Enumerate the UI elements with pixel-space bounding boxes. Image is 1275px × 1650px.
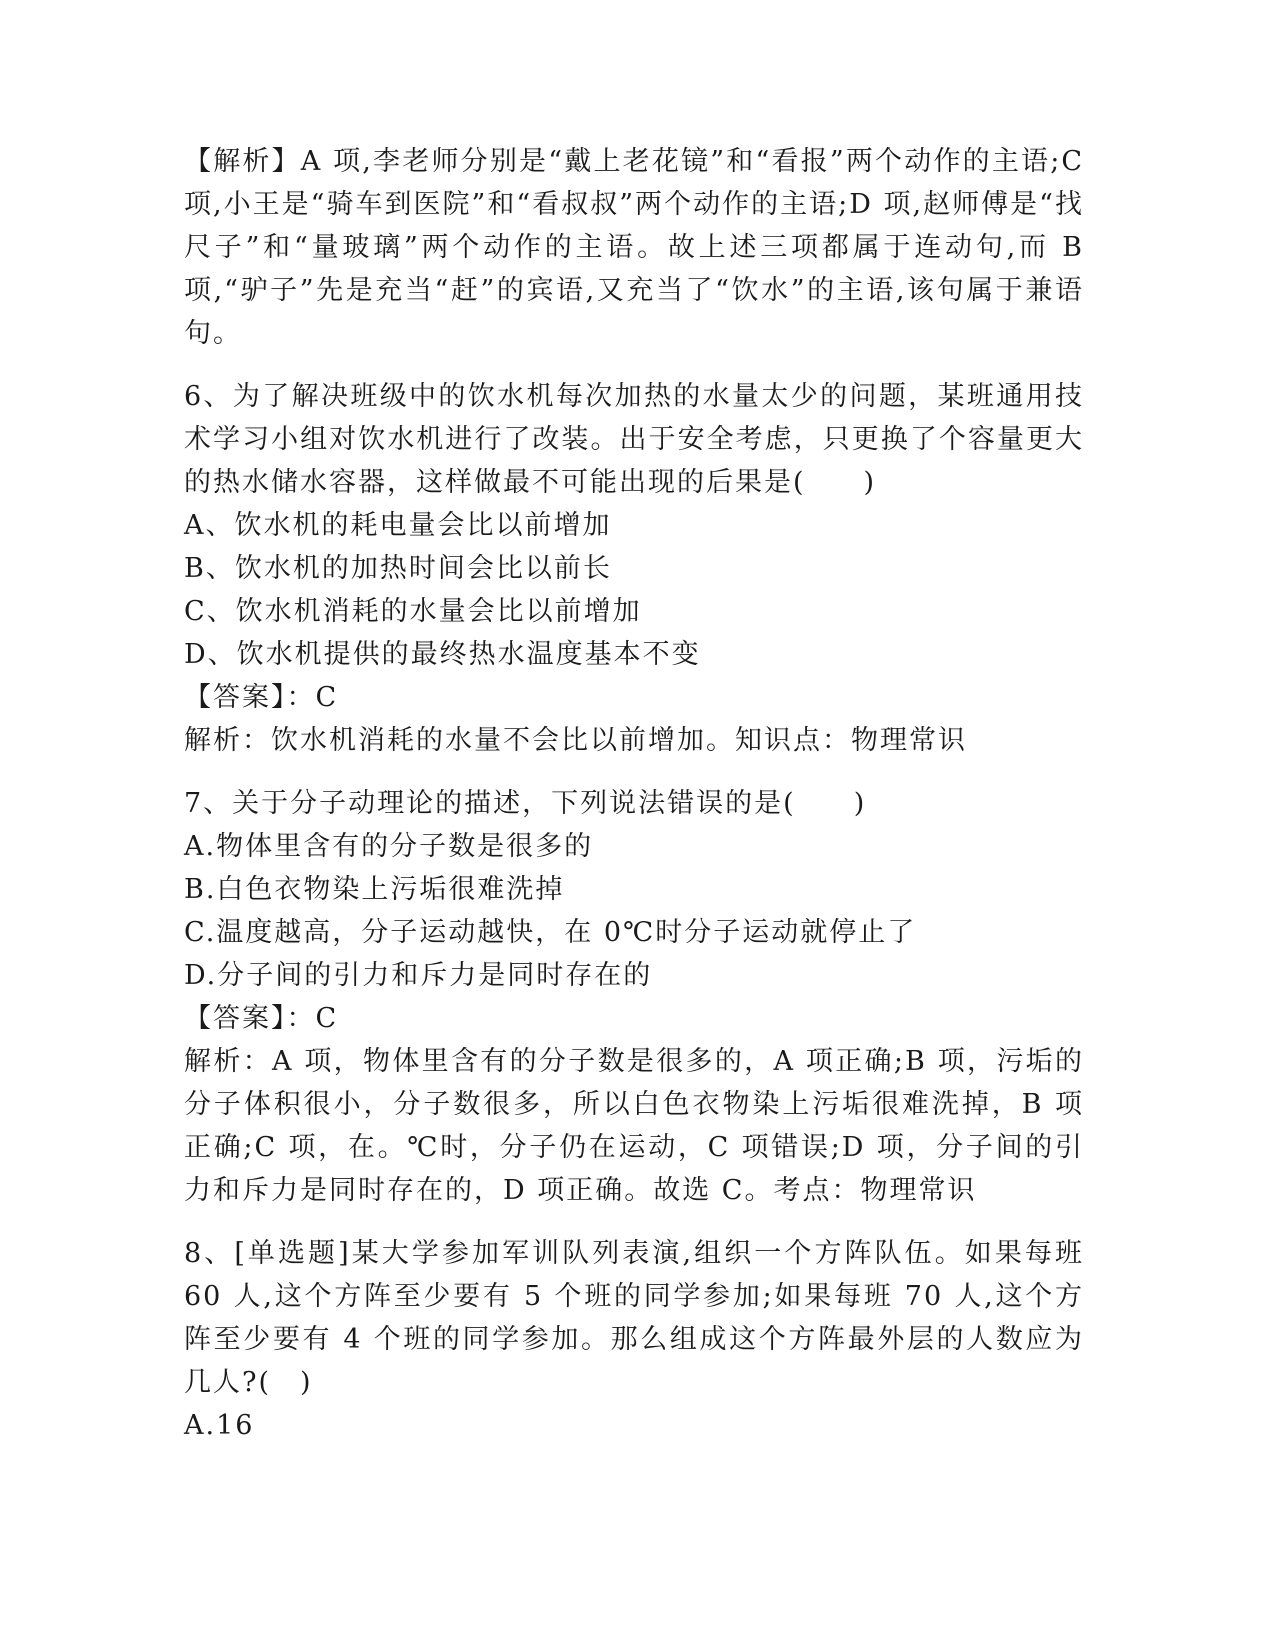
- question-6-option-c: C、饮水机消耗的水量会比以前增加: [184, 596, 642, 627]
- question-6-option-d: D、饮水机提供的最终热水温度基本不变: [184, 639, 701, 670]
- question-8-stem: 8、[单选题]某大学参加军训队列表演,组织一个方阵队伍。如果每班60 人,这个方阵至少要有 5 个班的同学参加;如果每班 70 人,这个方阵至少要有 4 个班的同学参加。那么组成这个方阵最外层的人数应为几人?( ): [184, 1238, 1084, 1398]
- question-6-stem: 6、为了解决班级中的饮水机每次加热的水量太少的问题，某班通用技术学习小组对饮水机进行了改装。出于安全考虑，只更换了个容量更大的热水储水容器，这样做最不可能出现的后果是( ): [184, 381, 1084, 498]
- question-6-answer: 【答案】：C: [184, 682, 339, 713]
- document-page: [184, 140, 1084, 1447]
- question-7-stem: 7、关于分子动理论的描述，下列说法错误的是( ): [184, 788, 867, 819]
- question-7-option-c: C.温度越高，分子运动越快，在 0℃时分子运动就停止了: [184, 917, 917, 948]
- question-7-answer: 【答案】：C: [184, 1003, 339, 1034]
- spacer: [184, 762, 1084, 782]
- question-6-analysis: 解析：饮水机消耗的水量不会比以前增加。知识点：物理常识: [184, 725, 967, 756]
- question-6-option-a: A、饮水机的耗电量会比以前增加: [184, 510, 612, 541]
- question-7-option-b: B.白色衣物染上污垢很难洗掉: [184, 874, 565, 905]
- question-6-option-b: B、饮水机的加热时间会比以前长: [184, 553, 612, 584]
- question-7-option-d: D.分子间的引力和斥力是同时存在的: [184, 960, 653, 991]
- question-7-analysis: 解析：A 项，物体里含有的分子数是很多的，A 项正确;B 项，污垢的分子体积很小，分子数很多，所以白色衣物染上污垢很难洗掉，B 项正确;C 项，在。℃时，分子仍在运动，C 项错误;D 项，分子间的引力和斥力是同时存在的，D 项正确。故选 C。考点：物理常识: [184, 1046, 1084, 1206]
- analysis-q5: 【解析】A 项,李老师分别是“戴上老花镜”和“看报”两个动作的主语;C 项,小王是“骑车到医院”和“看叔叔”两个动作的主语;D 项,赵师傅是“找尺子”和“量玻璃”两个动作的主语。故上述三项都属于连动句,而 B 项,“驴子”先是充当“赶”的宾语,又充当了“饮水”的主语,该句属于兼语句。: [184, 146, 1084, 349]
- spacer: [184, 1212, 1084, 1232]
- question-7-option-a: A.物体里含有的分子数是很多的: [184, 831, 594, 862]
- question-8-option-a: A.16: [184, 1410, 255, 1441]
- spacer: [184, 355, 1084, 375]
